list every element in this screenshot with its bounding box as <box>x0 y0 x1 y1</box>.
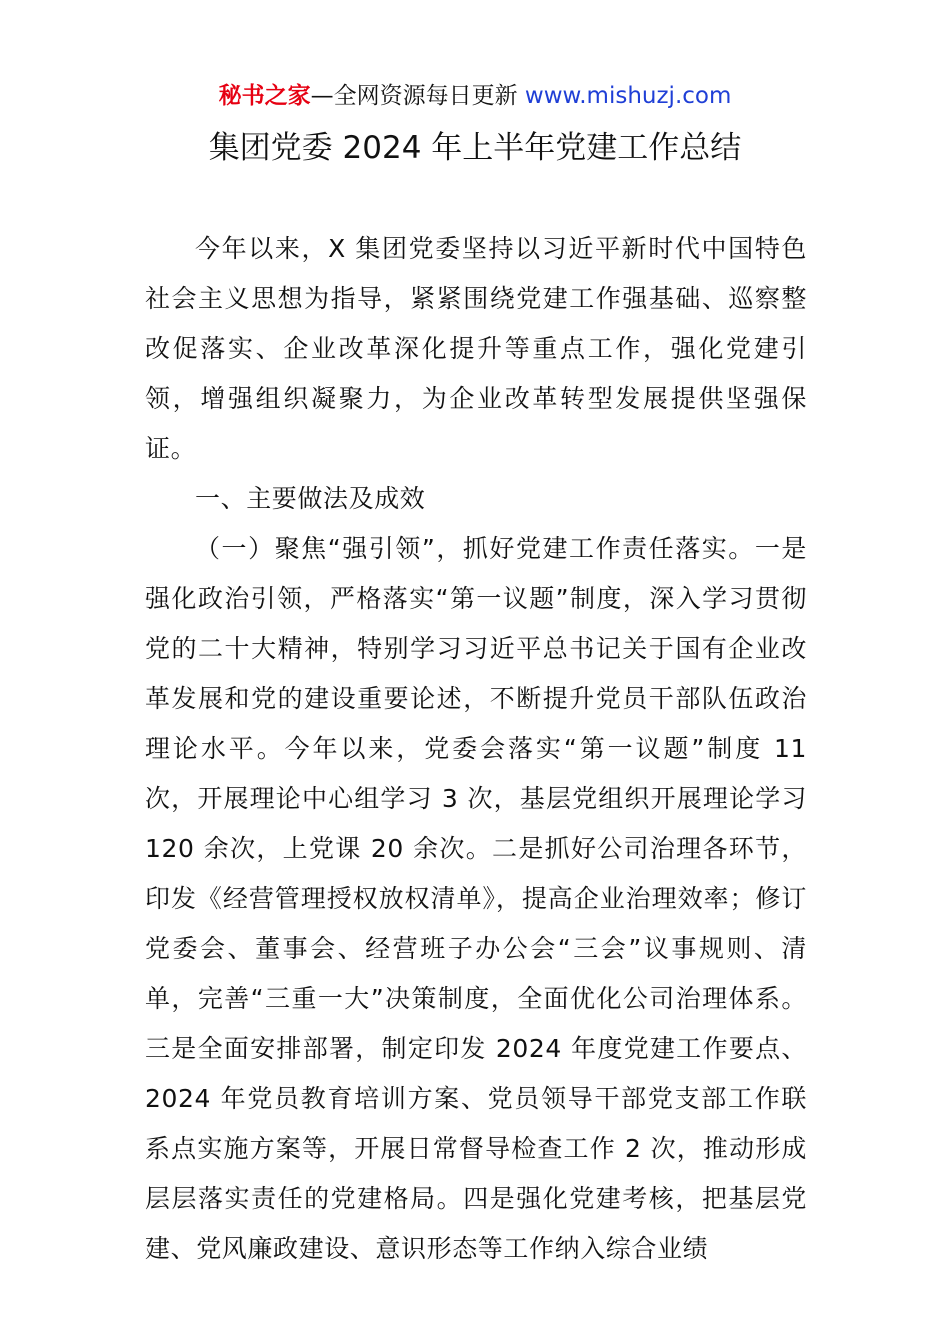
intro-paragraph: 今年以来，X 集团党委坚持以习近平新时代中国特色社会主义思想为指导，紧紧围绕党建工作强基础、巡察整改促落实、企业改革深化提升等重点工作，强化党建引领，增强组织凝聚力，为企业改革转型发展提供坚强保证。 <box>145 234 807 463</box>
site-url-link[interactable]: www.mishuzj.com <box>524 83 732 109</box>
site-slogan: —全网资源每日更新 <box>310 83 525 109</box>
site-header <box>0 80 950 112</box>
site-name: 秘书之家 <box>218 83 311 109</box>
document-title: 集团党委 2024 年上半年党建工作总结 <box>208 130 742 166</box>
body-paragraph: （一）聚焦“强引领”，抓好党建工作责任落实。一是强化政治引领，严格落实“第一议题”制度，深入学习贯彻党的二十大精神，特别学习习近平总书记关于国有企业改革发展和党的建设重要论述，不断提升党员干部队伍政治理论水平。今年以来，党委会落实“第一议题”制度 11 次，开展理论中心组学习 3 次，基层党组织开展理论学习 120 余次，上党课 20 余次。二是抓好公司治理各环节，印发《经营管理授权放权清单》，提高企业治理效率；修订党委会、董事会、经营班子办公会“三会”议事规则、清单，完善“三重一大”决策制度，全面优化公司治理体系。三是全面安排部署，制定印发 2024 年度党建工作要点、2024 年党员教育培训方案、党员领导干部党支部工作联系点实施方案等，开展日常督导检查工作 2 次，推动形成层层落实责任的党建格局。四是强化党建考核，把基层党建、党风廉政建设、意识形态等工作纳入综合业绩 <box>145 534 807 1263</box>
document-body <box>145 224 807 1274</box>
section-heading: 一、主要做法及成效 <box>195 484 426 513</box>
